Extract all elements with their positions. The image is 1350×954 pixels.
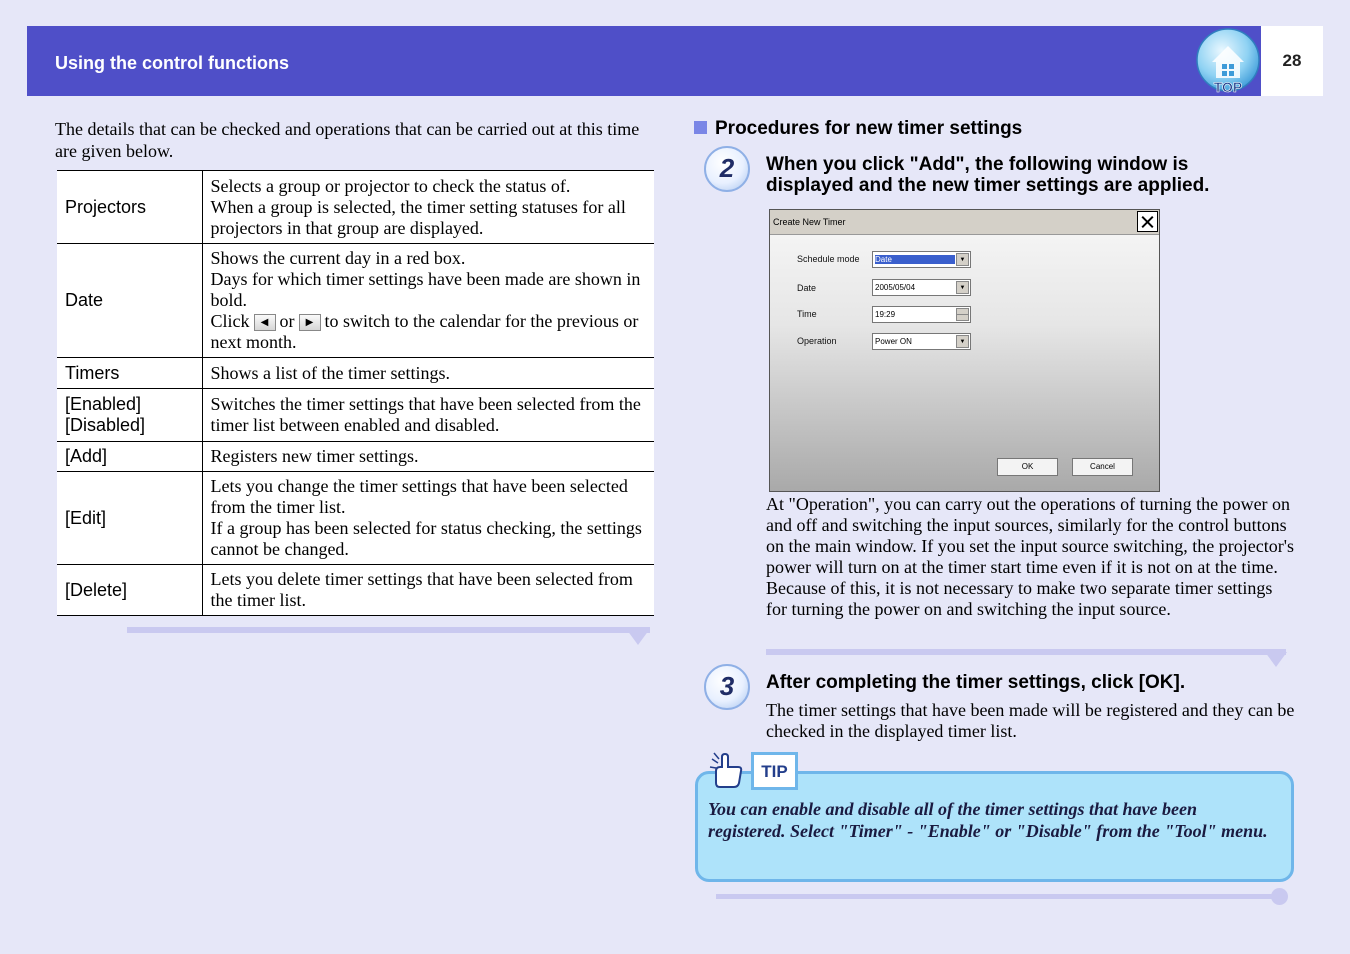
bottom-divider bbox=[716, 894, 1278, 899]
operation-label: Operation bbox=[797, 336, 837, 346]
step-3-body: The timer settings that have been made will be registered and they can be checked in the displayed timer list. bbox=[766, 700, 1295, 741]
step-3-heading: After completing the timer settings, click [OK]. bbox=[766, 672, 1186, 693]
spinner-icon[interactable] bbox=[956, 308, 969, 321]
tip-text: You can enable and disable all of the timer settings that have been registered. Select "Timer" - "Enable" or "Disable" from the "Tool" menu. bbox=[708, 799, 1268, 841]
intro-text: The details that can be checked and operations that can be carried out at this time are given below. bbox=[55, 119, 640, 161]
divider-arrow bbox=[1265, 652, 1287, 667]
divider-dot bbox=[1271, 888, 1288, 905]
dialog-titlebar bbox=[770, 210, 1159, 235]
step-number: 2 bbox=[719, 153, 735, 183]
left-arrow-icon: ◀ bbox=[260, 317, 269, 329]
row-desc: Selects a group or projector to check the status of. When a group is selected, the timer setting statuses for all projectors in that group are displayed. bbox=[202, 171, 654, 244]
next-month-button[interactable] bbox=[299, 314, 321, 331]
chevron-down-icon: ▼ bbox=[956, 335, 969, 348]
table-row bbox=[57, 244, 654, 358]
step-3-badge bbox=[704, 664, 750, 710]
right-arrow-icon: ▶ bbox=[305, 317, 314, 329]
time-label: Time bbox=[797, 309, 817, 319]
right-divider bbox=[766, 649, 1286, 655]
dialog-title: Create New Timer bbox=[773, 217, 846, 227]
divider-arrow bbox=[627, 630, 649, 645]
chapter-title: Using the control functions bbox=[55, 53, 289, 73]
row-key: [Delete] bbox=[57, 565, 202, 616]
step-2-heading: When you click "Add", the following window is displayed and the new timer settings are applied. bbox=[766, 154, 1210, 196]
ok-button[interactable]: OK bbox=[997, 458, 1058, 476]
date-label: Date bbox=[797, 283, 817, 293]
section-title bbox=[694, 118, 1022, 140]
top-button[interactable] bbox=[1195, 26, 1261, 96]
left-divider bbox=[127, 627, 650, 633]
tip-label: TIP bbox=[751, 752, 798, 790]
square-bullet-icon bbox=[694, 121, 707, 134]
previous-month-button[interactable] bbox=[254, 314, 276, 331]
step-2-body: At "Operation", you can carry out the operations of turning the power on and off and switching the input sources, similarly for the control buttons on the main window. If you set the input source switching, the projector's power will turn on at the timer start time even if it is not on at the time. Because of this, it is not necessary to make two separate timer settings for turning the power on and switching the input source. bbox=[766, 494, 1294, 619]
operation-select[interactable] bbox=[872, 333, 971, 350]
step-2-badge bbox=[704, 146, 750, 192]
chevron-down-icon: ▼ bbox=[956, 253, 969, 266]
table-row bbox=[57, 565, 654, 616]
row-key: Timers bbox=[57, 358, 202, 389]
row-desc: Lets you change the timer settings that have been selected from the timer list. If a group has been selected for status checking, the settings cannot be changed. bbox=[202, 472, 654, 565]
controls-table bbox=[57, 170, 654, 616]
row-desc: Switches the timer settings that have been selected from the timer list between enabled and disabled. bbox=[202, 389, 654, 442]
section-title-text: Procedures for new timer settings bbox=[715, 118, 1023, 139]
svg-text:TOP: TOP bbox=[1213, 79, 1243, 95]
row-key: [Add] bbox=[57, 442, 202, 472]
table-row bbox=[57, 442, 654, 472]
date-select[interactable] bbox=[872, 279, 971, 296]
row-desc: Shows a list of the timer settings. bbox=[202, 358, 654, 389]
step-number: 3 bbox=[719, 671, 735, 701]
row-key: [Edit] bbox=[57, 472, 202, 565]
row-key: [Enabled] [Disabled] bbox=[57, 389, 202, 442]
row-desc-part: Shows the current day in a red box. Days for which timer settings have been made are shown in bold. Click bbox=[210, 248, 641, 331]
cancel-button[interactable]: Cancel bbox=[1072, 458, 1133, 476]
row-key: Date bbox=[57, 244, 202, 358]
table-row bbox=[57, 171, 654, 244]
row-desc: Registers new timer settings. bbox=[202, 442, 654, 472]
close-icon[interactable] bbox=[1137, 211, 1158, 232]
pointing-hand-icon bbox=[708, 751, 748, 791]
page-header bbox=[27, 26, 1323, 96]
dialog-body bbox=[770, 235, 1159, 491]
date-value: 2005/05/04 bbox=[875, 283, 916, 292]
row-desc-part: or bbox=[279, 311, 295, 331]
schedule-mode-label: Schedule mode bbox=[797, 254, 860, 264]
schedule-mode-select[interactable] bbox=[872, 251, 971, 268]
schedule-mode-value: Date bbox=[875, 255, 955, 264]
row-desc: Lets you delete timer settings that have been selected from the timer list. bbox=[202, 565, 654, 616]
time-spinner[interactable] bbox=[872, 306, 971, 323]
create-new-timer-dialog bbox=[769, 209, 1160, 492]
row-desc bbox=[202, 244, 654, 358]
time-value: 19:29 bbox=[875, 310, 896, 319]
row-desc-part: to switch to the calendar for the previous or next month. bbox=[210, 311, 639, 352]
home-icon bbox=[1195, 26, 1261, 96]
page-number: 28 bbox=[1282, 51, 1302, 70]
operation-value: Power ON bbox=[875, 337, 912, 346]
table-row bbox=[57, 358, 654, 389]
chevron-down-icon: ▼ bbox=[956, 281, 969, 294]
row-key: Projectors bbox=[57, 171, 202, 244]
table-row bbox=[57, 472, 654, 565]
table-row bbox=[57, 389, 654, 442]
